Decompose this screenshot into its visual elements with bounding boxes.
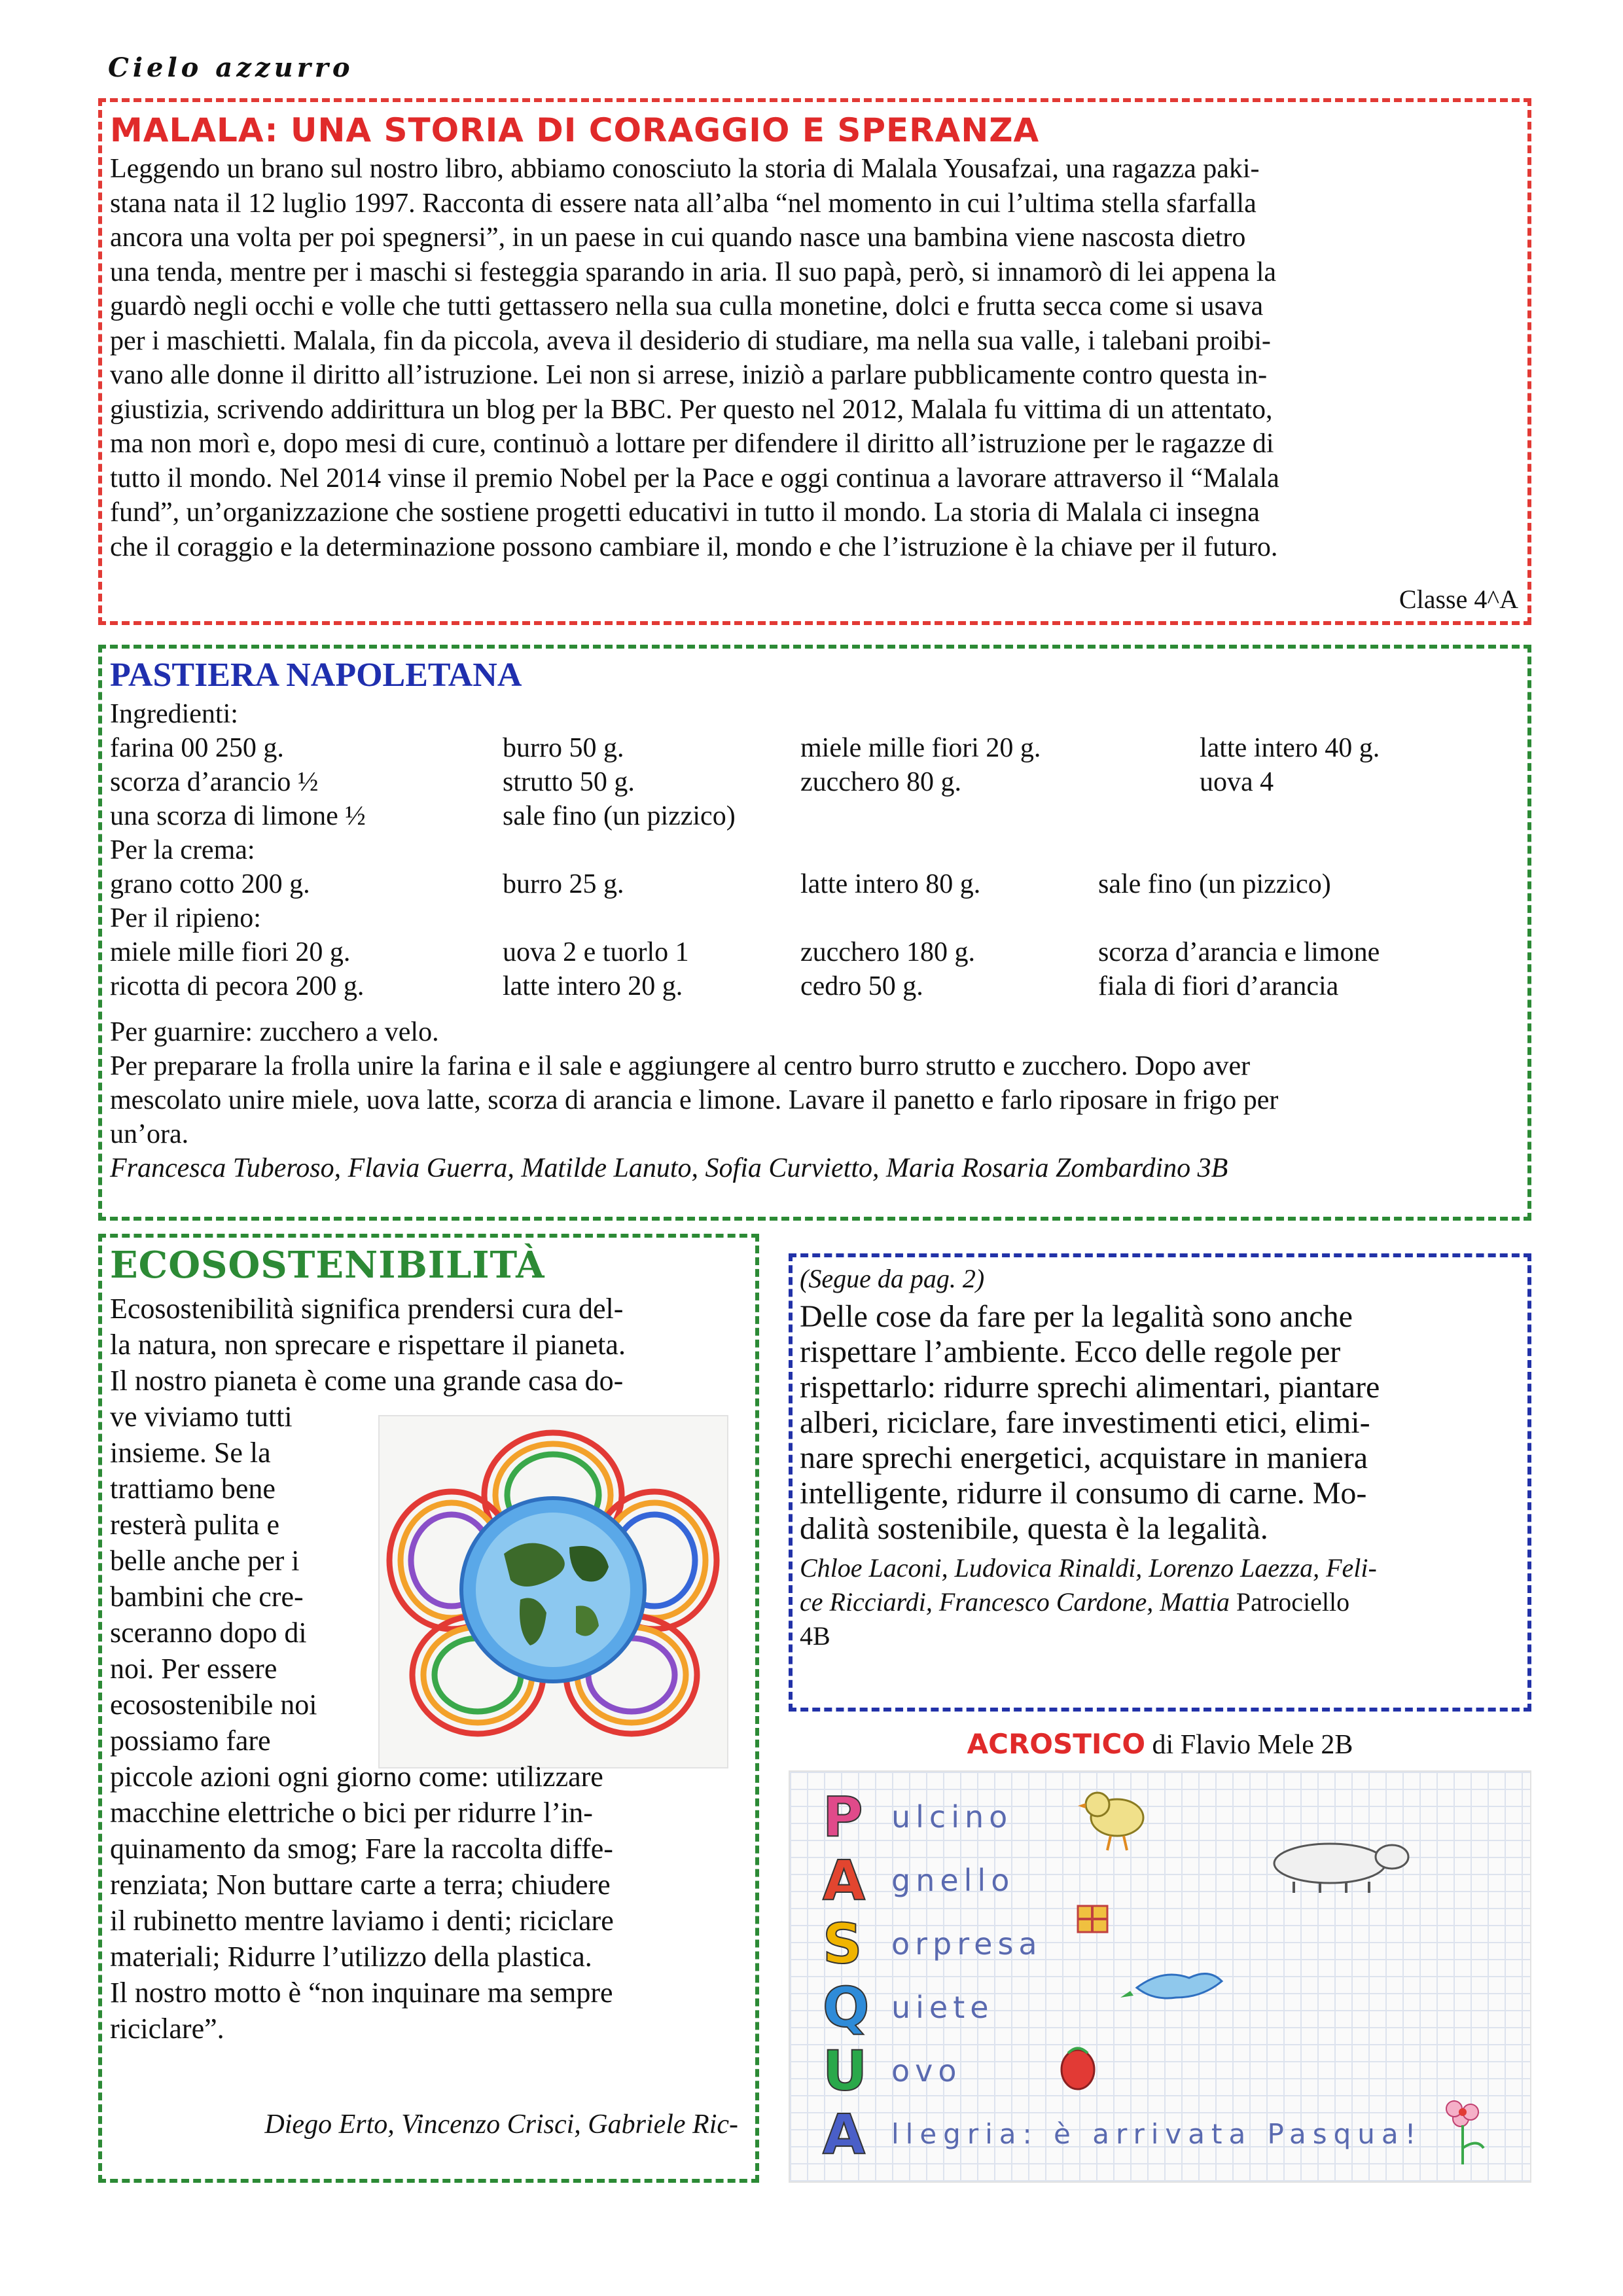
text-line: piccole azioni ogni giorno come: utilizzare [110, 1761, 603, 1793]
text-line: Chloe Laconi, Ludovica Rinaldi, Lorenzo Laezza, Feli- [800, 1553, 1377, 1583]
acrostic-byline: di Flavio Mele 2B [1145, 1730, 1353, 1760]
crema-label: Per la crema: [110, 835, 255, 865]
text-line: ancora una volta per poi spegnersi”, in un paese in cui quando nasce una bambina viene nascosta dietro [110, 223, 1246, 253]
text-line: Ecosostenibilità significa prendersi cura del- [110, 1293, 624, 1325]
text-line: riciclare”. [110, 2013, 224, 2045]
lamb-icon [1274, 1844, 1408, 1893]
ingredient: latte intero 40 g. [1200, 733, 1380, 763]
ingredient: fiala di fiori d’arancia [1098, 971, 1339, 1001]
ingredient: burro 50 g. [503, 733, 624, 763]
ingredient: latte intero 20 g. [503, 971, 683, 1001]
text-line: Leggendo un brano sul nostro libro, abbiamo conosciuto la storia di Malala Yousafzai, una ragazza paki- [110, 154, 1260, 184]
acrostic-letter: A [823, 2102, 866, 2166]
ingredients-grid [110, 731, 1517, 833]
ingredient: miele mille fiori 20 g. [800, 733, 1041, 763]
text-line: Il nostro pianeta è come una grande casa do- [110, 1365, 624, 1397]
ingredient [800, 799, 1200, 833]
newspaper-title: Cielo azzurro [108, 52, 354, 83]
earth-drawing-icon [380, 1416, 727, 1767]
eco-authors: Diego Erto, Vincenzo Crisci, Gabriele Ric- [264, 2109, 738, 2140]
ripieno-label: Per il ripieno: [110, 903, 261, 933]
text-line: fund”, un’organizzazione che sostiene progetti educativi in tutto il mondo. La storia di Malala ci insegna [110, 497, 1260, 528]
ingredients-label: Ingredienti: [110, 699, 238, 729]
ingredient: uova 4 [1200, 767, 1274, 797]
malala-body [110, 152, 1517, 564]
text-line: intelligente, ridurre il consumo di carne. Mo- [800, 1476, 1367, 1511]
text-line: la natura, non sprecare e rispettare il pianeta. [110, 1329, 626, 1361]
text-line: bambini che cre- [110, 1581, 304, 1613]
text-line: materiali; Ridurre l’utilizzo della plastica. [110, 1941, 592, 1973]
flower-icon [1446, 2101, 1484, 2164]
acrostic-letter: Q [823, 1975, 870, 2039]
ingredient: sale fino (un pizzico) [1098, 869, 1331, 899]
guarnire-line: Per guarnire: zucchero a velo. [110, 1017, 439, 1047]
ingredient: farina 00 250 g. [110, 733, 284, 763]
gift-icon [1078, 1906, 1107, 1932]
ingredient: scorza d’arancio ½ [110, 767, 319, 797]
text-line: renziata; Non buttare carte a terra; chiudere [110, 1869, 611, 1901]
text-line: macchine elettriche o bici per ridurre l’in- [110, 1797, 593, 1829]
ingredient: latte intero 80 g. [800, 869, 981, 899]
text-line: Il nostro motto è “non inquinare ma sempre [110, 1977, 613, 2009]
acrostic-word: orpresa [891, 1926, 1043, 1962]
text-line [800, 1585, 1520, 1619]
text-line: un’ora. [110, 1119, 189, 1149]
ingredient: scorza d’arancia e limone [1098, 937, 1380, 967]
text-line: rispettarlo: ridurre sprechi alimentari, piantare [800, 1370, 1380, 1405]
acrostic-word: ulcino [891, 1799, 1013, 1835]
eco-narrow-text [110, 1399, 372, 1759]
text-line: ve viviamo tutti [110, 1401, 293, 1433]
text-line: giustizia, scrivendo addirittura un blog per la BBC. Per questo nel 2012, Malala fu vittima di un attentato, [110, 394, 1273, 425]
authors-plain: Patrociello [1229, 1587, 1350, 1617]
acrostic-title [789, 1728, 1531, 1761]
legalita-authors [800, 1551, 1520, 1653]
text-line: mescolato unire miele, uova latte, scorza di arancia e limone. Lavare il panetto e farlo riposare in frigo per [110, 1085, 1279, 1115]
acrostic-letter: A [823, 1848, 866, 1912]
procedure [110, 1049, 1517, 1151]
text-line: il rubinetto mentre laviamo i denti; riciclare [110, 1905, 614, 1937]
chick-icon [1078, 1793, 1143, 1850]
text-line: rispettare l’ambiente. Ecco delle regole per [800, 1335, 1341, 1369]
acrostic-word: uiete [891, 1989, 994, 2025]
acrostic-illustrations [790, 1772, 1530, 2181]
eco-top-text [110, 1291, 748, 1399]
ingredient: zucchero 180 g. [800, 937, 976, 967]
pastiera-title: PASTIERA NAPOLETANA [110, 656, 522, 694]
text-line: noi. Per essere [110, 1653, 277, 1685]
acrostic-letter: U [823, 2038, 868, 2103]
acrostic-heading: ACROSTICO [967, 1728, 1146, 1760]
acrostic-letter: S [823, 1911, 863, 1976]
ingredient: ricotta di pecora 200 g. [110, 971, 365, 1001]
text-line: dalità sostenibile, questa è la legalità. [800, 1511, 1268, 1546]
earth-flower-drawing [378, 1415, 728, 1768]
ingredient: una scorza di limone ½ [110, 801, 366, 831]
ingredient: cedro 50 g. [800, 971, 923, 1001]
acrostic-word: llegria: è arrivata Pasqua! [891, 2118, 1423, 2150]
easter-egg-icon [1061, 2049, 1094, 2090]
text-line: ecosostenibile noi [110, 1689, 317, 1721]
text-line: belle anche per i [110, 1545, 300, 1577]
crema-grid [110, 867, 1517, 901]
text-line: per i maschietti. Malala, fin da piccola, aveva il desiderio di studiare, ma nella sua valle, i talebani proibi- [110, 325, 1271, 356]
ingredient: burro 25 g. [503, 869, 624, 899]
ingredient [1200, 799, 1540, 833]
pastiera-body [110, 697, 1517, 1185]
acrostic-word: ovo [891, 2053, 962, 2089]
text-line: vano alle donne il diritto all’istruzione. Lei non si arrese, iniziò a parlare pubblicamente contro questa in- [110, 360, 1268, 390]
acrostic-letter: P [823, 1784, 863, 1849]
pastiera-authors: Francesca Tuberoso, Flavia Guerra, Matilde Lanuto, Sofia Curvietto, Maria Rosaria Zombardino 3B [110, 1153, 1228, 1183]
text-line: trattiamo bene [110, 1473, 276, 1505]
text-line: ma non morì e, dopo mesi di cure, continuò a lottare per difendere il diritto all’istruzione per le ragazze di [110, 429, 1274, 459]
malala-title: MALALA: UNA STORIA DI CORAGGIO E SPERANZA [110, 111, 1040, 149]
ripieno-grid [110, 935, 1517, 1003]
text-line: tutto il mondo. Nel 2014 vinse il premio Nobel per la Pace e oggi continua a lavorare attraverso il “Malala [110, 463, 1279, 493]
text-line: nare sprechi energetici, acquistare in maniera [800, 1441, 1368, 1475]
text-line: una tenda, mentre per i maschi si festeggia sparando in aria. Il suo papà, però, si innamorò di lei appena la [110, 257, 1277, 287]
eco-title: ECOSOSTENIBILITÀ [110, 1244, 545, 1287]
text-line: insieme. Se la [110, 1437, 271, 1469]
text-line: alberi, riciclare, fare investimenti etici, elimi- [800, 1405, 1370, 1440]
ingredient: zucchero 80 g. [800, 767, 962, 797]
text-line: Delle cose da fare per la legalità sono anche [800, 1299, 1353, 1334]
text-line: resterà pulita e [110, 1509, 279, 1541]
acrostic-drawing [789, 1770, 1531, 2183]
legalita-body [800, 1299, 1520, 1547]
text-line: possiamo fare [110, 1725, 271, 1757]
text-line: guardò negli occhi e volle che tutti gettassero nella sua culla monetine, dolci e frutta secca come si usava [110, 291, 1264, 321]
eco-bottom-text [110, 1759, 748, 2047]
text-line: stana nata il 12 luglio 1997. Racconta di essere nata all’alba “nel momento in cui l’ultima stella sfarfalla [110, 188, 1257, 219]
text-line: che il coraggio e la determinazione possono cambiare il, mondo e che l’istruzione è la chiave per il futuro. [110, 531, 1278, 562]
malala-signature: Classe 4^A [1399, 584, 1518, 614]
authors-italic: ce Ricciardi, Francesco Cardone, Mattia [800, 1587, 1230, 1617]
ingredient: grano cotto 200 g. [110, 869, 310, 899]
text-line: Per preparare la frolla unire la farina e il sale e aggiungere al centro burro strutto e zucchero. Dopo aver [110, 1051, 1251, 1081]
ingredient: strutto 50 g. [503, 767, 635, 797]
text-line: sceranno dopo di [110, 1617, 307, 1649]
ingredient: miele mille fiori 20 g. [110, 937, 351, 967]
acrostic-word: gnello [891, 1862, 1015, 1898]
ingredient: uova 2 e tuorlo 1 [503, 937, 689, 967]
dove-icon [1120, 1974, 1222, 1998]
ingredient: sale fino (un pizzico) [503, 801, 736, 831]
text-line: 4B [800, 1621, 830, 1651]
text-line: quinamento da smog; Fare la raccolta diffe- [110, 1833, 613, 1865]
continued-note: (Segue da pag. 2) [800, 1264, 985, 1293]
